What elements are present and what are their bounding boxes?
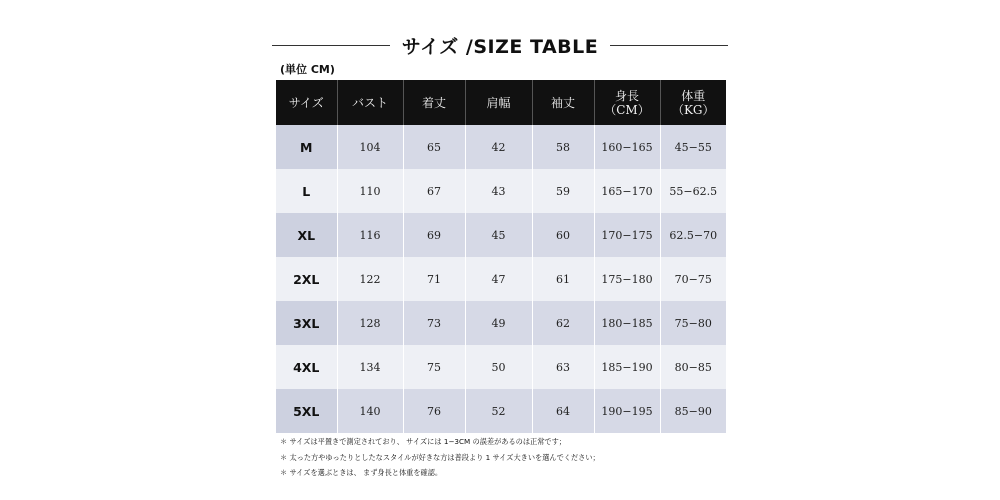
header-size: サイズ [276,80,337,125]
weight-cell: 80−85 [660,345,726,389]
title-divider-left [272,45,390,46]
bust-cell: 116 [337,213,403,257]
sleeve-cell: 60 [532,213,594,257]
height-cell: 175−180 [594,257,660,301]
length-cell: 65 [403,125,465,169]
bust-cell: 110 [337,169,403,213]
title-row [272,28,728,62]
shoulder-cell: 42 [465,125,532,169]
length-cell: 73 [403,301,465,345]
height-cell: 180−185 [594,301,660,345]
sleeve-cell: 63 [532,345,594,389]
header-bust: バスト [337,80,403,125]
header-row [276,80,726,125]
shoulder-cell: 43 [465,169,532,213]
header-shoulder: 肩幅 [465,80,532,125]
weight-cell: 45−55 [660,125,726,169]
table-row [276,213,726,257]
table-row [276,301,726,345]
table-row [276,345,726,389]
title-divider-right [610,45,728,46]
notes [280,434,600,481]
size-cell: 3XL [276,301,337,345]
height-cell: 190−195 [594,389,660,433]
length-cell: 69 [403,213,465,257]
size-cell: 5XL [276,389,337,433]
bust-cell: 134 [337,345,403,389]
unit-label: (単位 CM) [280,63,335,76]
shoulder-cell: 50 [465,345,532,389]
size-cell: 2XL [276,257,337,301]
header-height: 身長 （CM） [594,80,660,125]
weight-cell: 55−62.5 [660,169,726,213]
sleeve-cell: 59 [532,169,594,213]
shoulder-cell: 49 [465,301,532,345]
page-title: サイズ /SIZE TABLE [401,35,599,58]
note-line: ＊ サイズは平置きで測定されており、 サイズには 1−3CM の誤差があるのは正常です； [280,437,566,446]
sleeve-cell: 58 [532,125,594,169]
weight-cell: 70−75 [660,257,726,301]
sleeve-cell: 62 [532,301,594,345]
table-row [276,257,726,301]
bust-cell: 140 [337,389,403,433]
shoulder-cell: 47 [465,257,532,301]
header-weight: 体重 （KG） [660,80,726,125]
note-line: ＊ 太った方やゆったりとしたなスタイルが好きな方は普段より 1 サイズ大きいを選んでください； [280,452,600,462]
height-cell: 185−190 [594,345,660,389]
size-cell: XL [276,213,337,257]
size-cell: M [276,125,337,169]
length-cell: 76 [403,389,465,433]
bust-cell: 128 [337,301,403,345]
height-cell: 165−170 [594,169,660,213]
length-cell: 67 [403,169,465,213]
height-cell: 170−175 [594,213,660,257]
note-line: ＊ サイズを選ぶときは、 まず身長と体重を確認。 [280,468,443,477]
weight-cell: 85−90 [660,389,726,433]
size-cell: 4XL [276,345,337,389]
size-cell: L [276,169,337,213]
bust-cell: 122 [337,257,403,301]
length-cell: 71 [403,257,465,301]
header-sleeve: 袖丈 [532,80,594,125]
weight-cell: 75−80 [660,301,726,345]
height-cell: 160−165 [594,125,660,169]
shoulder-cell: 45 [465,213,532,257]
length-cell: 75 [403,345,465,389]
table-row [276,389,726,433]
sleeve-cell: 64 [532,389,594,433]
weight-cell: 62.5−70 [660,213,726,257]
shoulder-cell: 52 [465,389,532,433]
size-table [276,80,726,433]
sleeve-cell: 61 [532,257,594,301]
table-row [276,169,726,213]
bust-cell: 104 [337,125,403,169]
table-row [276,125,726,169]
header-length: 着丈 [403,80,465,125]
